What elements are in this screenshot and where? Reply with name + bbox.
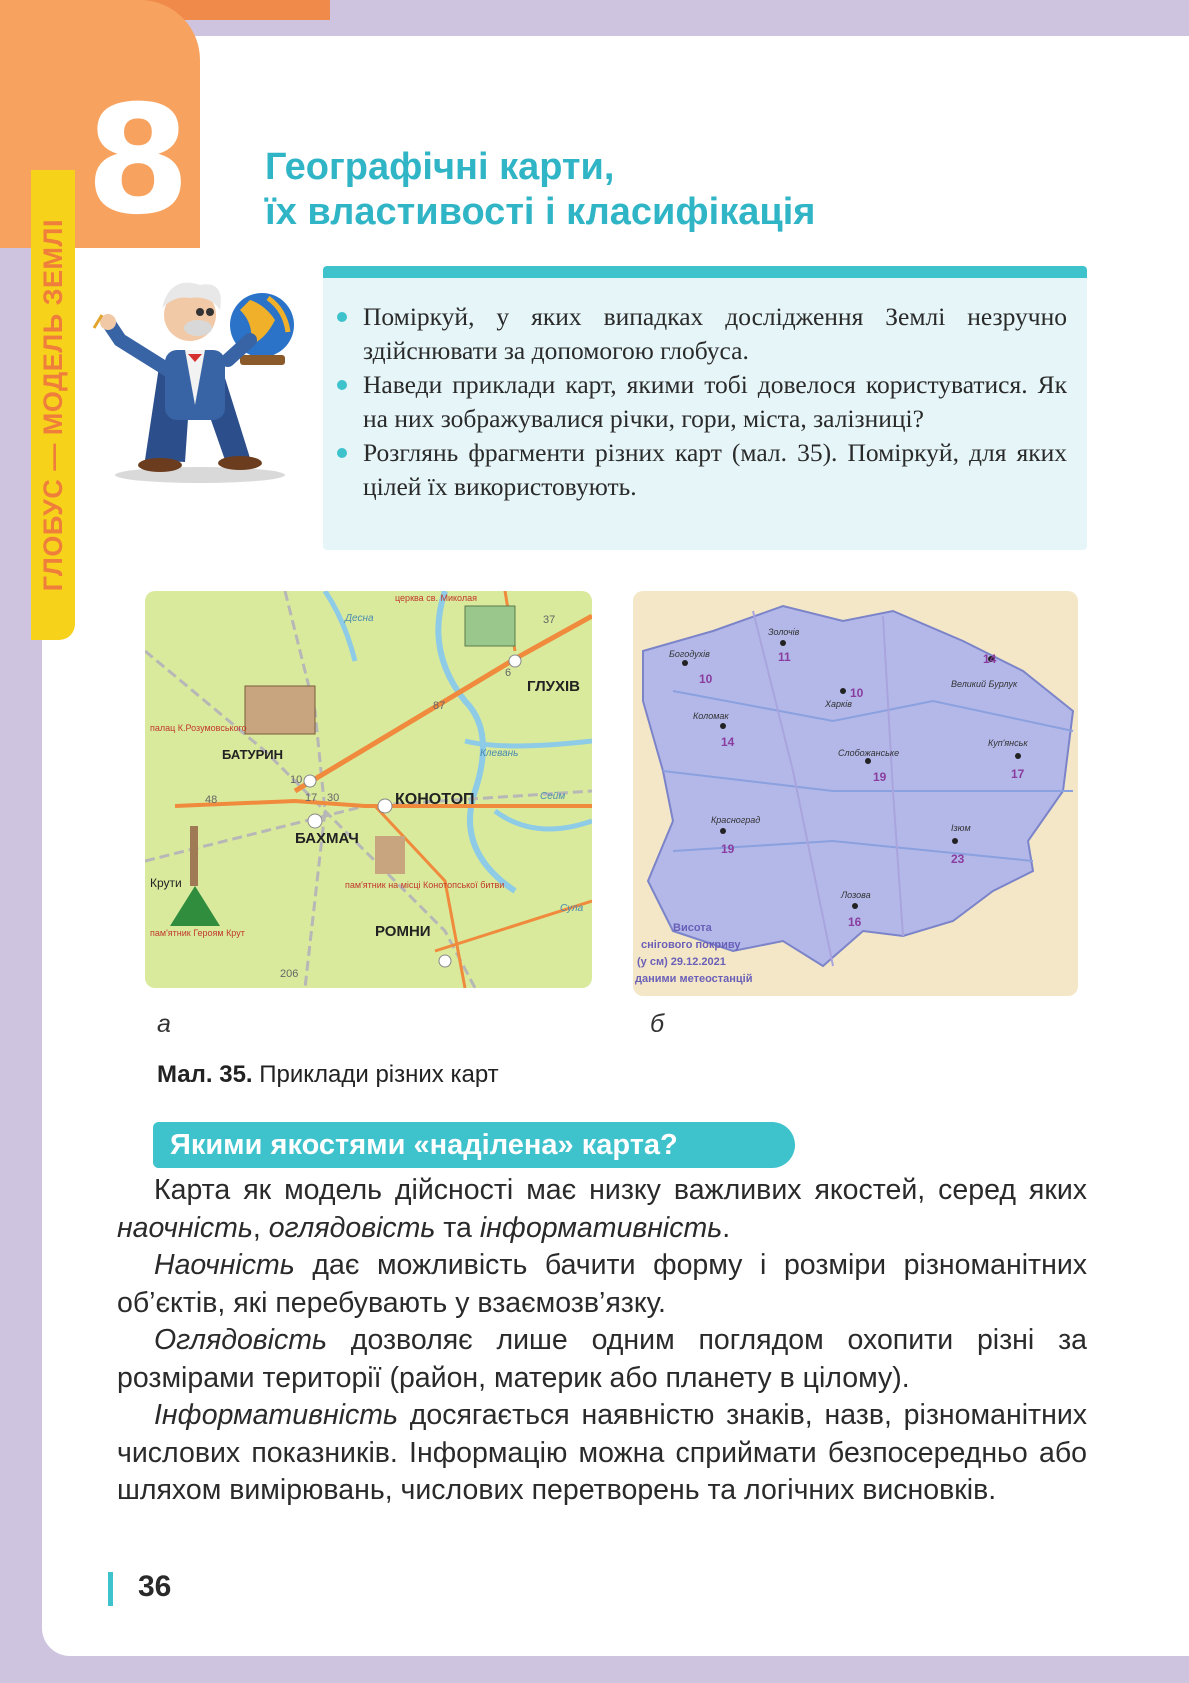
station-name: Харків [825, 699, 852, 709]
svg-text:снігового покриву [641, 939, 741, 951]
figure-letter-b: б [650, 1010, 665, 1038]
station-value: 17 [1011, 767, 1025, 781]
svg-text:87 [433, 700, 445, 712]
river-label: Клевань [480, 748, 519, 759]
legend-line: Висота [673, 922, 712, 934]
road-number: 17 [305, 792, 318, 804]
city-label: Крути [150, 876, 182, 890]
figure-caption-text: Приклади різних карт [259, 1061, 499, 1088]
svg-text:11 [778, 650, 791, 664]
svg-text:Куп'янськ [988, 738, 1028, 748]
station-name: Лозова [841, 890, 871, 900]
svg-text:17 [1011, 767, 1025, 781]
station-name: Куп'янськ [988, 738, 1028, 748]
paragraph: Карта як модель дійсності має низку важливих якостей, серед яких наочність, оглядовість та інформативність. [117, 1174, 1087, 1244]
landmark-label: пам'ятник Героям Крут [150, 928, 245, 938]
city-label: КОНОТОП [395, 791, 475, 808]
road-number: 87 [433, 700, 446, 712]
svg-text:10 [699, 672, 713, 686]
legend-line: даними метеостанцій [635, 973, 753, 985]
svg-text:19 [721, 842, 735, 856]
landmark-label: церква св. Миколая [395, 593, 477, 603]
city-label: БАТУРИН [222, 747, 284, 762]
svg-text:10 [850, 686, 864, 700]
road-number: 37 [543, 614, 556, 626]
svg-text:17 [305, 792, 317, 804]
svg-text:14 [983, 652, 997, 666]
svg-text:206 [280, 968, 298, 980]
svg-text:48 [205, 794, 217, 806]
svg-text:30 [327, 792, 339, 804]
svg-text:палац К.Розумовського [150, 723, 247, 733]
figure-caption-number: Мал. 35. [157, 1061, 253, 1088]
figure-letter-a: а [157, 1010, 171, 1038]
question-item: Розглянь фрагменти різних карт (мал. 35). Поміркуй, для яких цілей їх використовують. [363, 436, 1067, 504]
station-name: Золочів [768, 627, 800, 637]
chapter-title [265, 145, 1085, 235]
page-number-bar [108, 1572, 113, 1606]
svg-text:Ізюм [951, 823, 971, 833]
svg-text:Десна [344, 613, 374, 624]
chapter-title-line1: Географічні карти, [265, 146, 615, 188]
station-name: Слобожанське [838, 748, 900, 758]
svg-text:37 [543, 614, 555, 626]
body-text [117, 1172, 1087, 1510]
road-number: 48 [205, 794, 218, 806]
svg-text:РОМНИ [375, 923, 431, 940]
svg-text:Сейм [540, 791, 565, 802]
map-b-kharkiv-snow-cover [633, 591, 1078, 996]
station-name: Ізюм [951, 823, 971, 833]
figure-caption [157, 1061, 499, 1089]
svg-text:Коломак [693, 711, 729, 721]
station-value: 19 [873, 770, 887, 784]
road-number: 206 [280, 968, 299, 980]
svg-text:даними метеостанцій [635, 973, 753, 985]
svg-text:Красноград [711, 815, 760, 825]
river-label: Сейм [540, 791, 566, 802]
svg-text:10 [290, 774, 302, 786]
svg-text:церква св. Миколая [395, 593, 477, 603]
svg-text:БАХМАЧ [295, 830, 359, 847]
legend-line: снігового покриву [641, 939, 741, 951]
station-value: 10 [850, 686, 864, 700]
landmark-label: пам'ятник на місці Конотопської битви [345, 880, 505, 890]
side-section-label: ГЛОБУС — МОДЕЛЬ ЗЕМЛІ [37, 218, 68, 592]
map-a-chernihiv-sumy [145, 591, 592, 988]
station-value: 19 [721, 842, 735, 856]
svg-text:14 [721, 735, 735, 749]
station-value: 14 [983, 652, 997, 666]
svg-text:Золочів [768, 627, 800, 637]
question-item: Поміркуй, у яких випадках дослідження Землі незручно здійснювати за допомогою глобуса. [363, 300, 1067, 368]
svg-text:Великий Бурлук [951, 679, 1018, 689]
svg-text:Богодухів [669, 649, 710, 659]
svg-text:(у см) 29.12.2021 [637, 956, 726, 968]
station-name: Великий Бурлук [951, 679, 1018, 689]
station-value: 16 [848, 915, 862, 929]
station-value: 10 [699, 672, 713, 686]
svg-text:Висота [673, 922, 713, 934]
professor-illustration [90, 270, 320, 485]
question-item: Наведи приклади карт, якими тобі довелося користуватися. Як на них зображувалися річки, гори, міста, залізниці? [363, 368, 1067, 436]
station-value: 11 [778, 650, 791, 664]
city-label: РОМНИ [375, 923, 431, 940]
svg-text:Сула [560, 903, 584, 914]
chapter-number: 8 [85, 74, 191, 248]
svg-text:Крути [150, 876, 182, 890]
section-heading: Якими якостями «наділена» карта? [153, 1122, 795, 1168]
station-value: 14 [721, 735, 735, 749]
svg-text:Клевань [480, 748, 518, 759]
svg-text:6 [505, 667, 511, 679]
svg-text:19 [873, 770, 887, 784]
road-number: 10 [290, 774, 303, 786]
paragraph: Інформативність досягається наявністю знаків, назв, різноманітних числових показників. Інформацію можна сприймати безпосередньо або шляхом вимірювань, числових перетворень та логічних висновків. [117, 1399, 1087, 1506]
paragraph: Наочність дає можливість бачити форму і розміри різноманітних об’єктів, які перебувають у взаємозв’язку. [117, 1249, 1087, 1319]
svg-text:Лозова [840, 890, 871, 900]
station-name: Богодухів [669, 649, 710, 659]
svg-text:Слобожанське [838, 748, 899, 758]
station-name: Красноград [711, 815, 761, 825]
reflection-questions-box [323, 266, 1087, 550]
road-number: 6 [505, 667, 512, 679]
paragraph: Оглядовість дозволяє лише одним поглядом охопити різні за розмірами території (район, материк або планету в цілому). [117, 1324, 1087, 1394]
city-label: ГЛУХІВ [527, 678, 580, 695]
svg-text:16 [848, 915, 862, 929]
station-value: 23 [951, 852, 965, 866]
road-number: 30 [327, 792, 340, 804]
station-name: Коломак [693, 711, 729, 721]
svg-text:пам'ятник на місці Конотопсько [345, 880, 504, 890]
svg-text:Харків [824, 699, 852, 709]
city-label: БАХМАЧ [295, 830, 359, 847]
chapter-title-line2: їх властивості і класифікація [265, 191, 816, 233]
landmark-label: палац К.Розумовського [150, 723, 247, 733]
river-label: Десна [345, 613, 374, 624]
svg-text:23 [951, 852, 965, 866]
page-number: 36 [138, 1570, 172, 1603]
svg-text:пам'ятник Героям Крут [150, 928, 245, 938]
svg-text:ГЛУХІВ [527, 678, 580, 695]
legend-line: (у см) 29.12.2021 [637, 956, 726, 968]
river-label: Сула [560, 903, 584, 914]
svg-text:КОНОТОП [395, 791, 475, 808]
svg-text:БАТУРИН [222, 747, 283, 762]
